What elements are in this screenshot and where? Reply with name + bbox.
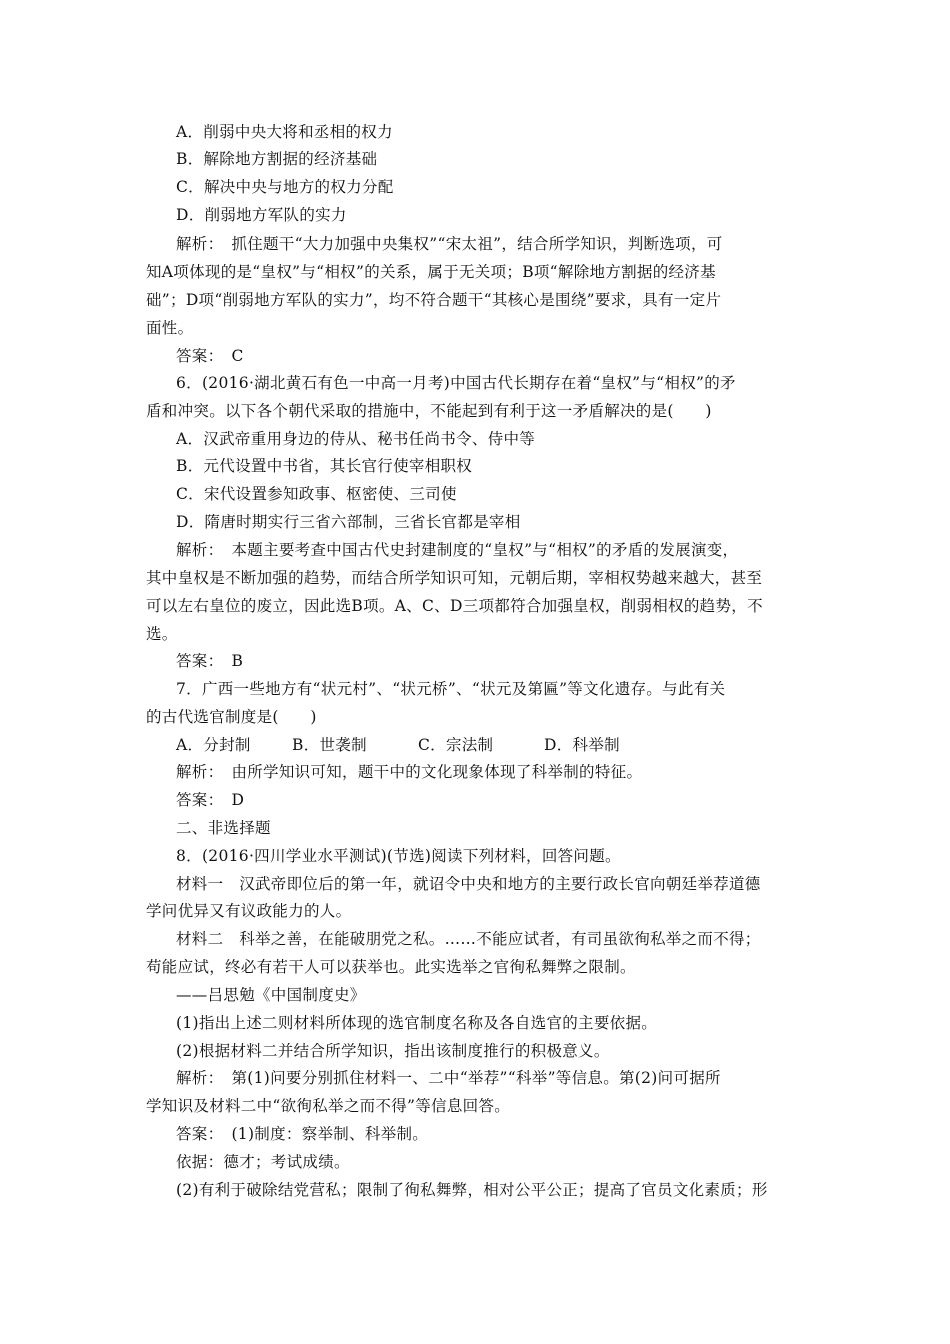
q8-material-2-line: 苟能应试，终必有若干人可以获举也。此实选举之官徇私舞弊之限制。: [146, 958, 636, 976]
q5-option-b: B．解除地方割据的经济基础: [176, 150, 378, 168]
q8-analysis-line: 学知识及材料二中“欲徇私举之而不得”等信息回答。: [146, 1097, 511, 1115]
q8-material-1-line: 学问优异又有议政能力的人。: [146, 902, 352, 920]
q5-option-d: D．削弱地方军队的实力: [176, 206, 347, 224]
q6-stem-line: 6．(2016·湖北黄石有色一中高一月考)中国古代长期存在着“皇权”与“相权”的矛: [176, 374, 736, 392]
q8-source: ——吕思勉《中国制度史》: [176, 986, 366, 1004]
q7-option-d: D．科举制: [544, 736, 620, 754]
q6-option-a: A．汉武帝重用身边的侍从、秘书任尚书令、侍中等: [176, 430, 536, 448]
q6-analysis-line: 可以左右皇位的废立，因此选B项。A、C、D三项都符合加强皇权，削弱相权的趋势，不: [146, 597, 763, 615]
q7-answer: 答案： D: [176, 791, 245, 809]
q8-stem: 8．(2016·四川学业水平测试)(节选)阅读下列材料，回答问题。: [176, 847, 621, 865]
q7-stem-line: 的古代选官制度是( ): [146, 708, 317, 726]
q8-answer-line: (2)有利于破除结党营私；限制了徇私舞弊，相对公平公正；提高了官员文化素质；形: [176, 1181, 768, 1199]
q7-option-a: A．分封制: [176, 736, 251, 754]
q6-analysis-line: 解析： 本题主要考查中国古代史封建制度的“皇权”与“相权”的矛盾的发展演变，: [176, 541, 739, 559]
q5-analysis-line: 面性。: [146, 319, 194, 337]
q7-analysis: 解析： 由所学知识可知，题干中的文化现象体现了科举制的特征。: [176, 763, 643, 781]
q6-analysis-line: 其中皇权是不断加强的趋势，而结合所学知识可知，元朝后期，宰相权势越来越大，甚至: [146, 569, 763, 587]
q5-option-a: A．削弱中央大将和丞相的权力: [176, 123, 393, 141]
q8-answer-line: 答案： (1)制度：察举制、科举制。: [176, 1125, 429, 1143]
q6-option-d: D．隋唐时期实行三省六部制，三省长官都是宰相: [176, 513, 521, 531]
q6-option-c: C．宋代设置参知政事、枢密使、三司使: [176, 485, 457, 503]
q7-options-row: [176, 735, 620, 755]
section-title: 二、非选择题: [176, 819, 271, 837]
q7-option-c: C．宗法制: [418, 736, 494, 754]
q5-analysis-line: 知A项体现的是“皇权”与“相权”的关系，属于无关项；B项“解除地方割据的经济基: [146, 263, 716, 281]
q7-option-b: B．世袭制: [292, 736, 367, 754]
q6-option-b: B．元代设置中书省，其长官行使宰相职权: [176, 457, 473, 475]
q8-answer-line: 依据：德才；考试成绩。: [176, 1153, 350, 1171]
q8-material-1-line: 材料一 汉武帝即位后的第一年，就诏令中央和地方的主要行政长官向朝廷举荐道德: [176, 875, 761, 893]
q8-material-2-line: 材料二 科举之善，在能破朋党之私。……不能应试者，有司虽欲徇私举之而不得；: [176, 930, 761, 948]
q5-analysis-line: 础”；D项“削弱地方军队的实力”，均不符合题干“其核心是围绕”要求，具有一定片: [146, 291, 722, 309]
q6-analysis-line: 选。: [146, 625, 178, 643]
q8-question-1: (1)指出上述二则材料所体现的选官制度名称及各自选官的主要依据。: [176, 1014, 658, 1032]
q6-answer: 答案： B: [176, 652, 244, 670]
q8-question-2: (2)根据材料二并结合所学知识，指出该制度推行的积极意义。: [176, 1042, 610, 1060]
q5-answer: 答案： C: [176, 347, 244, 365]
q5-option-c: C．解决中央与地方的权力分配: [176, 178, 394, 196]
q6-stem-line: 盾和冲突。以下各个朝代采取的措施中，不能起到有利于这一矛盾解决的是( ): [146, 402, 712, 420]
q7-stem-line: 7．广西一些地方有“状元村”、“状元桥”、“状元及第匾”等文化遗存。与此有关: [176, 680, 726, 698]
q5-analysis-line: 解析： 抓住题干“大力加强中央集权”“宋太祖”，结合所学知识，判断选项，可: [176, 235, 723, 253]
q8-analysis-line: 解析： 第(1)问要分别抓住材料一、二中“举荐”“科举”等信息。第(2)问可据所: [176, 1069, 721, 1087]
